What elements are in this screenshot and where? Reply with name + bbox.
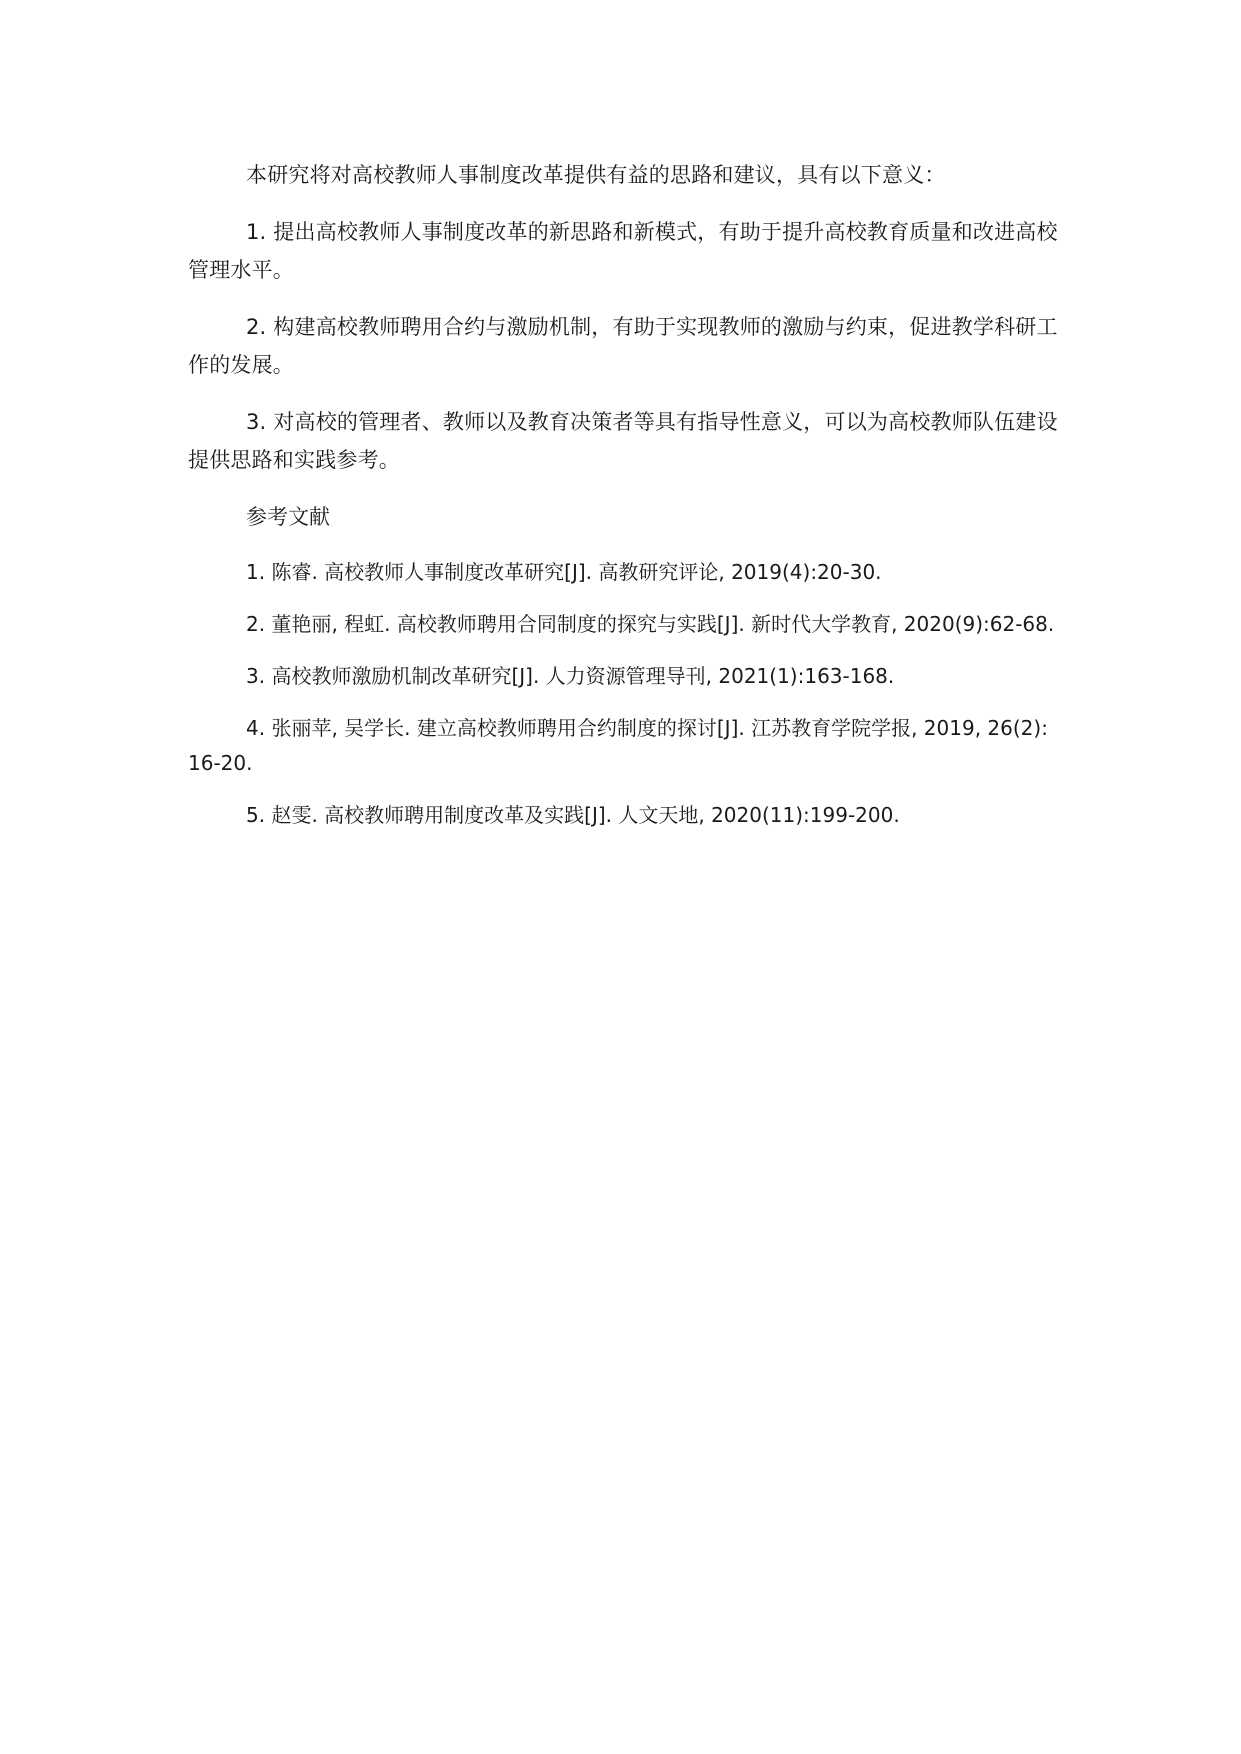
significance-point-3: 3. 对高校的管理者、教师以及教育决策者等具有指导性意义，可以为高校教师队伍建设提供思路和实践参考。 xyxy=(188,410,1058,472)
reference-item-5: 5. 赵雯. 高校教师聘用制度改革及实践[J]. 人文天地, 2020(11):199-200. xyxy=(246,803,900,827)
reference-item-1: 1. 陈睿. 高校教师人事制度改革研究[J]. 高教研究评论, 2019(4):20-30. xyxy=(246,560,882,584)
references-heading: 参考文献 xyxy=(246,505,330,529)
reference-item-4: 4. 张丽苹, 吴学长. 建立高校教师聘用合约制度的探讨[J]. 江苏教育学院学报, 2019, 26(2):16-20. xyxy=(188,716,1048,775)
document-body xyxy=(188,156,1058,850)
reference-item-2: 2. 董艳丽, 程虹. 高校教师聘用合同制度的探究与实践[J]. 新时代大学教育, 2020(9):62-68. xyxy=(246,612,1055,636)
intro-paragraph: 本研究将对高校教师人事制度改革提供有益的思路和建议，具有以下意义： xyxy=(246,163,946,187)
significance-point-1: 1. 提出高校教师人事制度改革的新思路和新模式，有助于提升高校教育质量和改进高校管理水平。 xyxy=(188,220,1058,282)
reference-item-3: 3. 高校教师激励机制改革研究[J]. 人力资源管理导刊, 2021(1):163-168. xyxy=(246,664,895,688)
significance-point-2: 2. 构建高校教师聘用合约与激励机制，有助于实现教师的激励与约束，促进教学科研工作的发展。 xyxy=(188,315,1058,377)
